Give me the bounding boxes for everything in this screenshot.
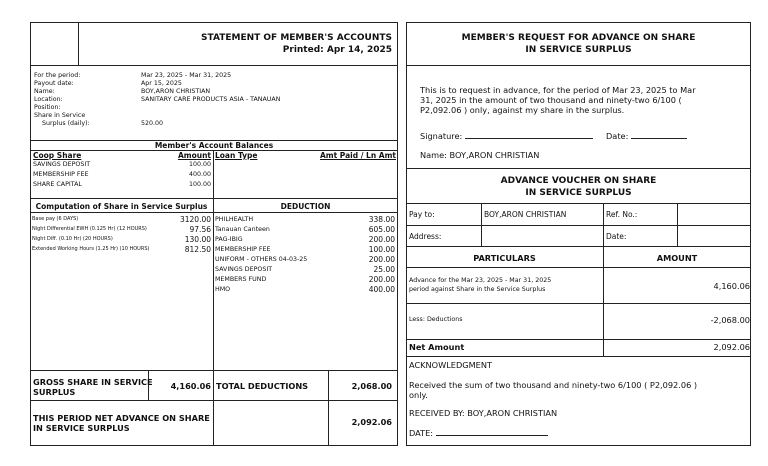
info-value-location: SANITARY CARE PRODUCTS ASIA - TANAUAN [141,96,281,103]
computation-row-amount: 3120.00 [179,215,211,224]
col-amt-paid: Amt Paid / Ln Amt [319,151,396,160]
ack-date-line [409,428,548,438]
info-label-name: Name: [34,88,55,95]
net-amount-label: Net Amount [409,342,465,352]
ack-date-blank[interactable] [436,435,548,436]
request-name: Name: BOY,ARON CHRISTIAN [420,150,540,160]
advance-amount: 4,160.06 [713,281,750,291]
ack-top-line [406,356,751,357]
coop-row-amount: 100.00 [188,181,211,188]
computation-row-name: Night Differential EWH (0.125 Hr) (12 HOURS) [32,226,147,232]
deduction-row-name: Tanauan Canteen [215,226,270,233]
info-label-share-2: Surplus (daily): [42,120,90,127]
particulars-top-line [406,246,751,247]
computation-title: Computation of Share in Service Surplus [35,202,208,211]
computation-row-name: Extended Working Hours (1.25 Hr) (10 HOURS) [32,246,150,252]
deduction-row-amount: 400.00 [368,285,395,294]
col-amount: Amount [177,151,211,160]
ref-no-label: Ref. No.: [606,210,638,219]
coop-row-amount: 400.00 [188,171,211,178]
coop-row-amount: 100.00 [188,161,211,168]
col-voucher-amount: AMOUNT [656,253,698,263]
net-amount-value: 2,092.06 [713,342,750,352]
deduction-row-amount: 605.00 [368,225,395,234]
deduction-row-amount: 100.00 [368,245,395,254]
payto-top-line [406,203,751,204]
deduction-row-amount: 338.00 [368,215,395,224]
deduction-row-amount: 25.00 [373,265,395,274]
payto-divider-2 [603,203,604,339]
deduction-row-name: PHILHEALTH [215,216,254,223]
computation-header-line [30,212,398,213]
payto-divider-1 [481,203,482,246]
voucher-date-label: Date: [606,232,627,241]
voucher-top-line [406,168,751,169]
less-label: Less: Deductions [409,316,463,323]
request-title: MEMBER'S REQUEST FOR ADVANCE ON SHARE [461,33,696,43]
deduction-row-name: UNIFORM - OTHERS 04-03-25 [215,256,308,263]
total-deductions-value: 2,068.00 [351,381,392,391]
computation-row-amount: 130.00 [184,235,211,244]
statement-title: STATEMENT OF MEMBER'S ACCOUNTS [201,33,392,43]
info-value-payout: Apr 15, 2025 [141,80,182,87]
signature-blank[interactable] [465,138,593,139]
gross-label-2: SURPLUS [33,387,76,397]
address-label: Address: [409,232,442,241]
net-value: 2,092.06 [351,417,392,427]
info-label-share-1: Share in Service [34,112,86,119]
computation-row-amount: 812.50 [184,245,211,254]
net-label-2: IN SERVICE SURPLUS [33,423,130,433]
request-header-line [406,65,751,66]
info-label-position: Position: [34,104,61,111]
info-label-period: For the period: [34,72,81,79]
info-label-payout: Payout date: [34,80,74,87]
address-top-line [406,225,751,226]
net-top-line [30,400,398,401]
totals-top-line [30,370,398,371]
balances-divider [213,150,214,198]
info-value-period: Mar 23, 2025 - Mar 31, 2025 [141,72,232,79]
pay-to-value: BOY,ARON CHRISTIAN [484,210,567,219]
gross-value: 4,160.06 [170,381,211,391]
deduction-row-name: MEMBERS FUND [215,276,267,283]
net-amount-divider [603,339,604,356]
advance-text: Advance for the Mar 23, 2025 - Mar 31, 2025 [409,277,552,284]
deduction-row-name: PAG-IBIG [215,236,243,243]
coop-row-name: MEMBERSHIP FEE [33,171,89,178]
deduction-row-amount: 200.00 [368,275,395,284]
balances-title: Member's Account Balances [154,141,274,150]
total-deductions-label: TOTAL DEDUCTIONS [216,381,309,391]
deduction-row-amount: 200.00 [368,255,395,264]
ack-text: Received the sum of two thousand and ninety-two 6/100 ( P2,092.06 ) [409,380,698,390]
coop-row-name: SAVINGS DEPOSIT [33,161,91,168]
header-divider [78,22,79,65]
less-top-line [406,303,751,304]
request-body-3: P2,092.06 ) only, against my share in the surplus. [420,105,625,115]
ack-date-label: DATE: [409,428,434,438]
request-date-label: Date: [606,131,629,141]
gross-label: GROSS SHARE IN SERVICE [33,377,153,387]
payto-divider-3 [677,203,678,246]
deduction-title: DEDUCTION [280,202,331,211]
computation-top-line [30,198,398,199]
computation-divider [213,198,214,446]
info-value-name: BOY,ARON CHRISTIAN [141,88,211,95]
deduction-row-name: HMO [215,286,231,293]
col-particulars: PARTICULARS [473,253,536,263]
computation-row-name: Base pay (6 DAYS) [32,216,79,222]
pay-to-label: Pay to: [409,210,435,219]
request-title-2: IN SERVICE SURPLUS [525,45,632,55]
received-by: RECEIVED BY: BOY,ARON CHRISTIAN [409,408,558,418]
request-body-2: 31, 2025 in the amount of two thousand and ninety-two 6/100 ( [420,95,682,105]
ack-title: ACKNOWLEDGMENT [409,360,492,370]
net-label: THIS PERIOD NET ADVANCE ON SHARE [33,413,210,423]
info-label-location: Location: [34,96,63,103]
deduction-row-amount: 200.00 [368,235,395,244]
request-body: This is to request in advance, for the period of Mar 23, 2025 to Mar [420,85,696,95]
computation-row-name: Night Diff. (0.10 Hr) (20 HOURS) [32,236,113,242]
signature-line [420,131,593,141]
info-value-share: 520.00 [141,120,164,127]
voucher-title-2: IN SERVICE SURPLUS [525,188,632,198]
col-loan-type: Loan Type [215,151,258,160]
coop-row-name: SHARE CAPITAL [33,181,82,188]
advance-text-2: period against Share in the Service Surplus [409,286,546,293]
signature-label: Signature: [420,131,463,141]
less-amount: -2,068.00 [710,315,750,325]
total-deductions-divider [328,370,329,446]
col-coop-share: Coop Share [33,151,82,160]
voucher-title: ADVANCE VOUCHER ON SHARE [500,176,657,186]
computation-row-amount: 97.56 [189,225,211,234]
ack-text-2: only. [409,390,428,400]
request-date-blank[interactable] [631,138,687,139]
deduction-row-name: SAVINGS DEPOSIT [215,266,273,273]
net-amount-top-line [406,339,751,340]
printed-date: Printed: Apr 14, 2025 [282,45,392,55]
header-bottom-line [30,65,398,66]
deduction-row-name: MEMBERSHIP FEE [215,246,271,253]
request-date-line [606,131,687,141]
particulars-header-line [406,267,751,268]
